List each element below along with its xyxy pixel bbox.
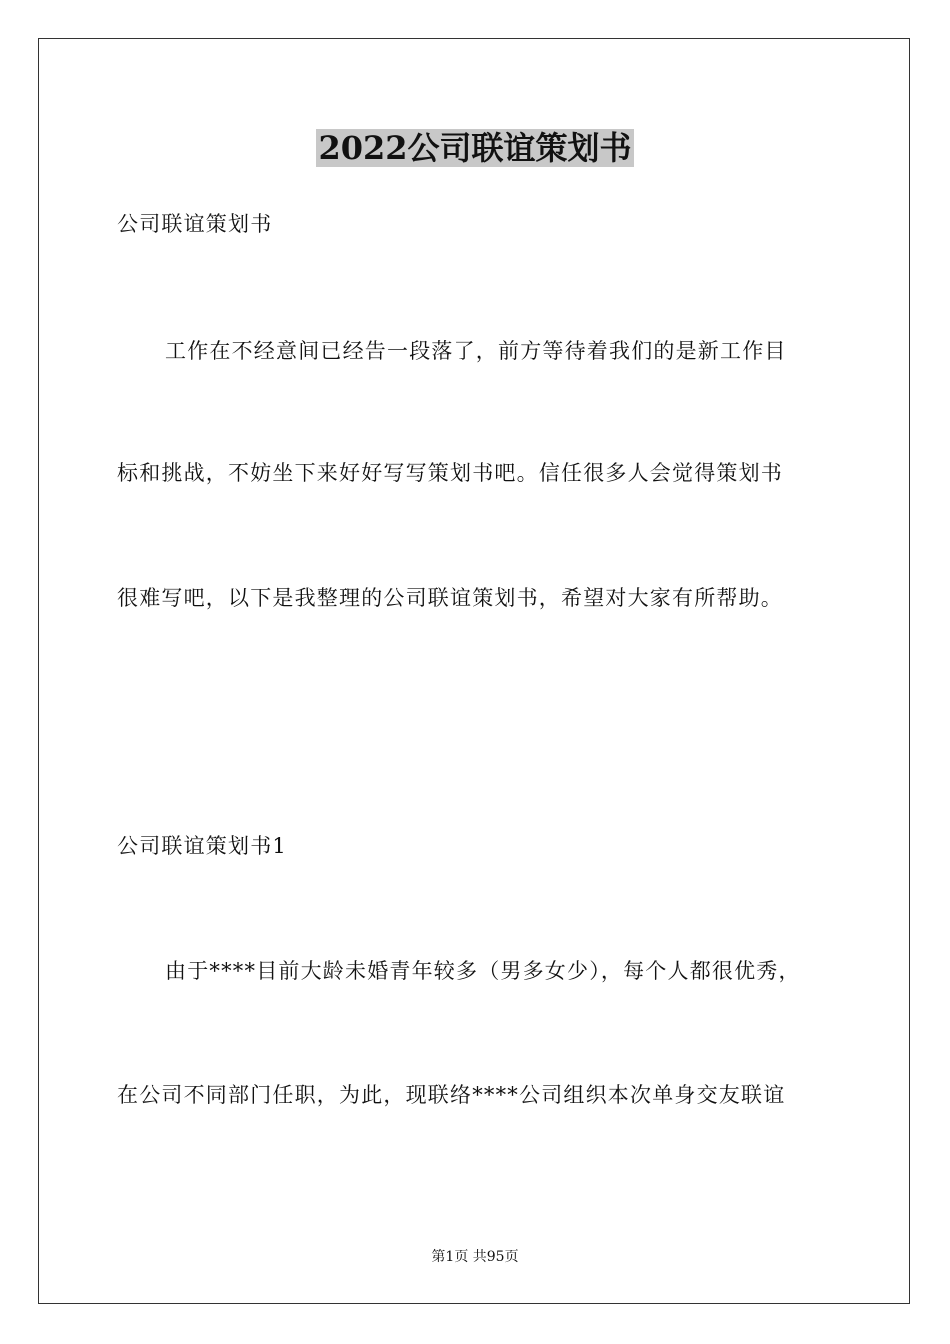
intro-paragraph-line-1: 工作在不经意间已经告一段落了，前方等待着我们的是新工作目	[165, 339, 787, 363]
document-title	[0, 126, 950, 170]
page-footer: 第1页 共95页	[431, 1249, 519, 1265]
section-paragraph-line-2: 在公司不同部门任职，为此，现联络****公司组织本次单身交友联谊	[117, 1083, 786, 1107]
section-heading: 公司联谊策划书1	[117, 834, 287, 858]
document-title-text: 2022公司联谊策划书	[318, 129, 632, 167]
intro-paragraph-line-2: 标和挑战，不妨坐下来好好写写策划书吧。信任很多人会觉得策划书	[117, 461, 783, 485]
document-subtitle: 公司联谊策划书	[117, 212, 273, 236]
section-paragraph-line-1: 由于****目前大龄未婚青年较多（男多女少），每个人都很优秀，	[165, 959, 801, 983]
intro-paragraph-line-3: 很难写吧，以下是我整理的公司联谊策划书，希望对大家有所帮助。	[117, 586, 783, 610]
